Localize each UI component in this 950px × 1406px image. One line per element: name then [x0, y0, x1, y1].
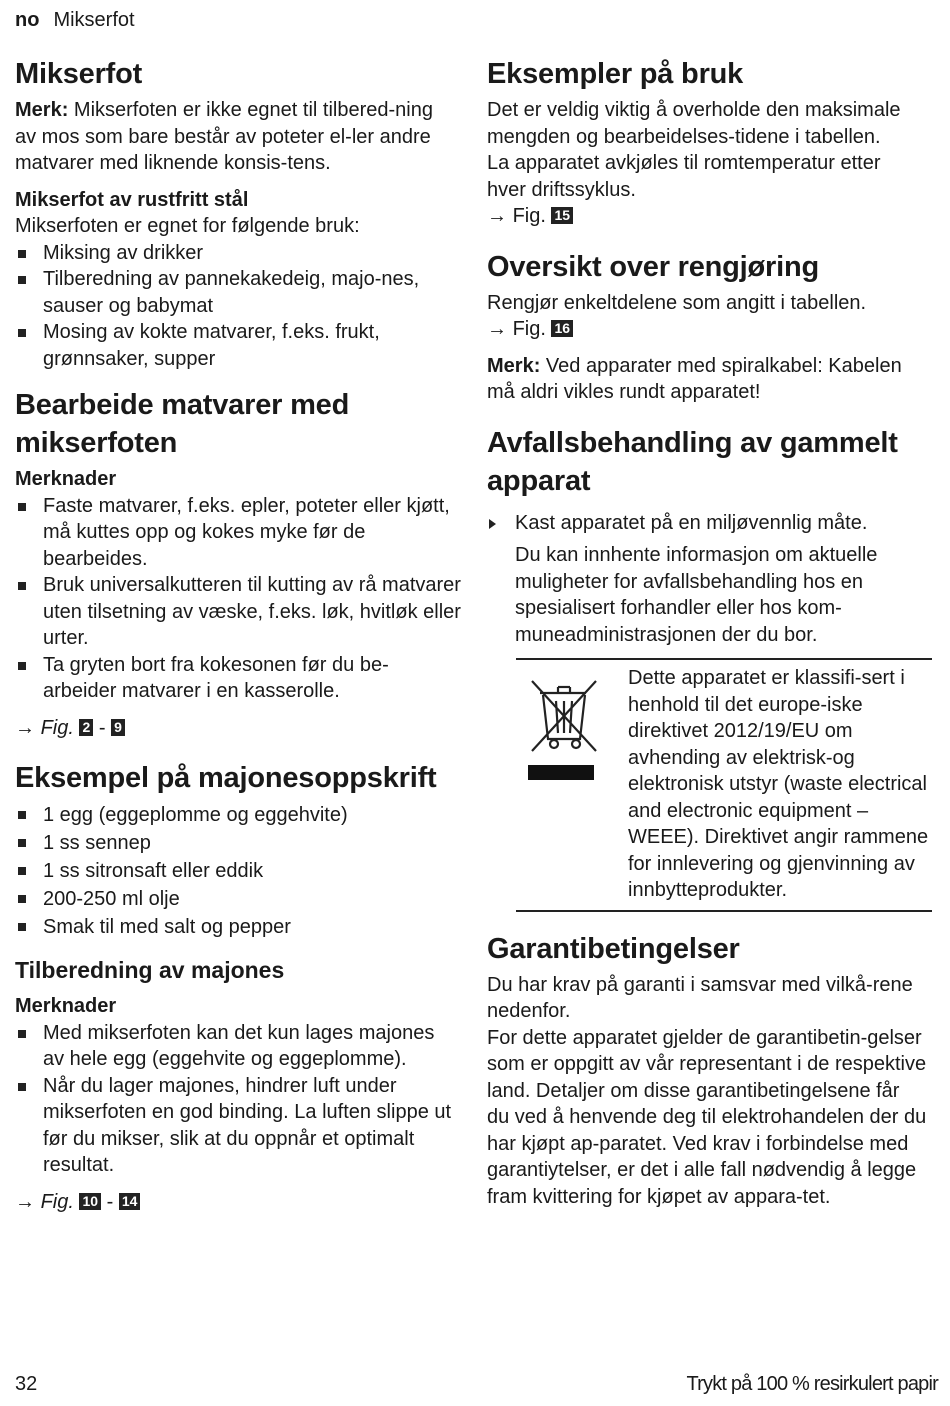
left-column	[15, 55, 465, 1215]
heading-bearbeide: Bearbeide matvarer med mikserfoten	[15, 389, 350, 459]
paragraph: La apparatet avkjøles til romtemperatur etter hver driftssyklus.	[487, 152, 881, 201]
ingredient-list	[15, 801, 465, 941]
list-item: Bruk universalkutteren til kutting av rå matvarer uten tilsetning av væske, f.eks. løk, hvitløk eller urter.	[15, 572, 461, 652]
triangle-bullet-icon	[489, 519, 496, 529]
list-item: Ta gryten bort fra kokesonen før du be-arbeider matvarer i en kasserolle.	[15, 652, 461, 705]
paragraph: Rengjør enkeltdelene som angitt i tabellen.	[487, 291, 867, 314]
heading-oversikt: Oversikt over rengjøring	[487, 250, 820, 283]
figure-label: Fig.	[40, 1190, 74, 1213]
list-item: Når du lager majones, hindrer luft under mikserfoten en god binding. La luften slippe ut før du mikser, slik at du oppnår et optimalt resultat.	[15, 1073, 461, 1179]
figure-label: Fig.	[512, 205, 546, 227]
heading-avfall: Avfallsbehandling av gammelt apparat	[487, 426, 898, 497]
note-text: Mikserfoten er ikke egnet til tilbered-ning av mos som bare består av poteter el-ler andre matvarer med liknende konsis-tens.	[15, 99, 433, 174]
print-note: Trykt på 100 % resirkulert papir	[686, 1373, 938, 1395]
figure-label: Fig.	[512, 318, 546, 340]
note-paragraph	[487, 353, 907, 406]
figure-reference	[487, 316, 932, 343]
note-label: Merk:	[15, 99, 69, 121]
list-item: Smak til med salt og pepper	[15, 913, 465, 941]
weee-text: Dette apparatet er klassifi-sert i henhold til det europe-iske direktivet 2012/19/EU om avhending av elektrisk-og elektronisk utstyr (waste electrical and electronic equipment – WEEE). Direktivet angir rammene for innlevering og gjenvinning av innbytteprodukter.	[628, 667, 929, 901]
use-intro: Mikserfoten er egnet for følgende bruk:	[15, 215, 360, 237]
subheading-merknader: Merknader	[15, 995, 117, 1017]
language-code: no	[15, 9, 40, 31]
running-header	[15, 9, 135, 32]
figure-number-badge: 15	[551, 207, 573, 224]
heading-rustfritt: Mikserfot av rustfritt stål	[15, 188, 249, 211]
figure-number-badge: 16	[551, 320, 573, 337]
paragraph: Du har krav på garanti i samsvar med vilkå-rene nedenfor.	[487, 973, 913, 1022]
figure-reference	[15, 1189, 465, 1216]
paragraph: For dette apparatet gjelder de garantibetin-gelser som er oppgitt av vår representant i de respektive land. Detaljer om disse garantibetingelsene får du ved å henvende deg til elektrohandelen der du har kjøpt ap-paratet. Ved krav i forbindelse med garantiytelser, er det i alle fall nødvendig å legge fram kvittering for kjøpet av appara-tet.	[487, 1026, 927, 1208]
crossed-out-bin-icon	[516, 665, 626, 904]
subheading-merknader: Merknader	[15, 468, 117, 490]
figure-label: Fig.	[40, 716, 74, 739]
list-item: Tilberedning av pannekakedeig, majo-nes, sauser og babymat	[15, 266, 443, 319]
list-item: 1 ss sitronsaft eller eddik	[15, 857, 465, 885]
action-text: Kast apparatet på en miljøvennlig måte.	[515, 511, 868, 534]
list-item: Med mikserfoten kan det kun lages majones av hele egg (eggehvite og eggeplomme).	[15, 1020, 443, 1073]
list-item: Mosing av kokte matvarer, f.eks. frukt, grønnsaker, supper	[15, 319, 443, 372]
list-item: Miksing av drikker	[15, 240, 465, 267]
paragraph: Det er veldig viktig å overholde den maksimale mengden og bearbeidelses-tidene i tabellen.	[487, 99, 901, 148]
heading-tilberedning: Tilberedning av majones	[15, 957, 285, 983]
notes-list	[15, 493, 465, 705]
list-item: 200-250 ml olje	[15, 885, 465, 913]
list-item: Faste matvarer, f.eks. epler, poteter eller kjøtt, må kuttes opp og kokes myke før de bearbeides.	[15, 493, 461, 573]
notes-list	[15, 1020, 465, 1179]
use-list	[15, 240, 465, 373]
heading-eksempel: Eksempel på majonesoppskrift	[15, 762, 437, 794]
arrow-icon: →	[487, 205, 507, 227]
list-item: 1 ss sennep	[15, 829, 465, 857]
figure-reference	[487, 203, 932, 230]
paragraph: Du kan innhente informasjon om aktuelle muligheter for avfallsbehandling hos en spesialisert forhandler eller hos kom-muneadministrasjonen der du bor.	[515, 544, 878, 646]
figure-number-badge: 10	[79, 1193, 101, 1210]
figure-number-badge: 9	[111, 719, 125, 736]
heading-garanti: Garantibetingelser	[487, 932, 740, 965]
note-text: Ved apparater med spiralkabel: Kabelen må aldri vikles rundt apparatet!	[487, 354, 902, 403]
action-step	[487, 510, 932, 537]
figure-number-badge: 14	[119, 1193, 141, 1210]
figure-reference	[15, 715, 465, 742]
arrow-icon: →	[15, 716, 35, 739]
range-separator: -	[106, 1190, 114, 1213]
list-item: 1 egg (eggeplomme og eggehvite)	[15, 801, 465, 829]
heading-eksempler: Eksempler på bruk	[487, 58, 744, 90]
running-header-title: Mikserfot	[53, 9, 135, 31]
arrow-icon: →	[15, 1190, 35, 1213]
heading-mikserfot: Mikserfot	[15, 58, 143, 90]
figure-number-badge: 2	[79, 719, 93, 736]
arrow-icon: →	[487, 318, 507, 340]
note-paragraph	[15, 97, 455, 177]
weee-notice	[516, 658, 932, 912]
right-column	[487, 55, 932, 1210]
note-label: Merk:	[487, 354, 541, 377]
page-number: 32	[15, 1373, 38, 1395]
range-separator: -	[98, 716, 106, 739]
